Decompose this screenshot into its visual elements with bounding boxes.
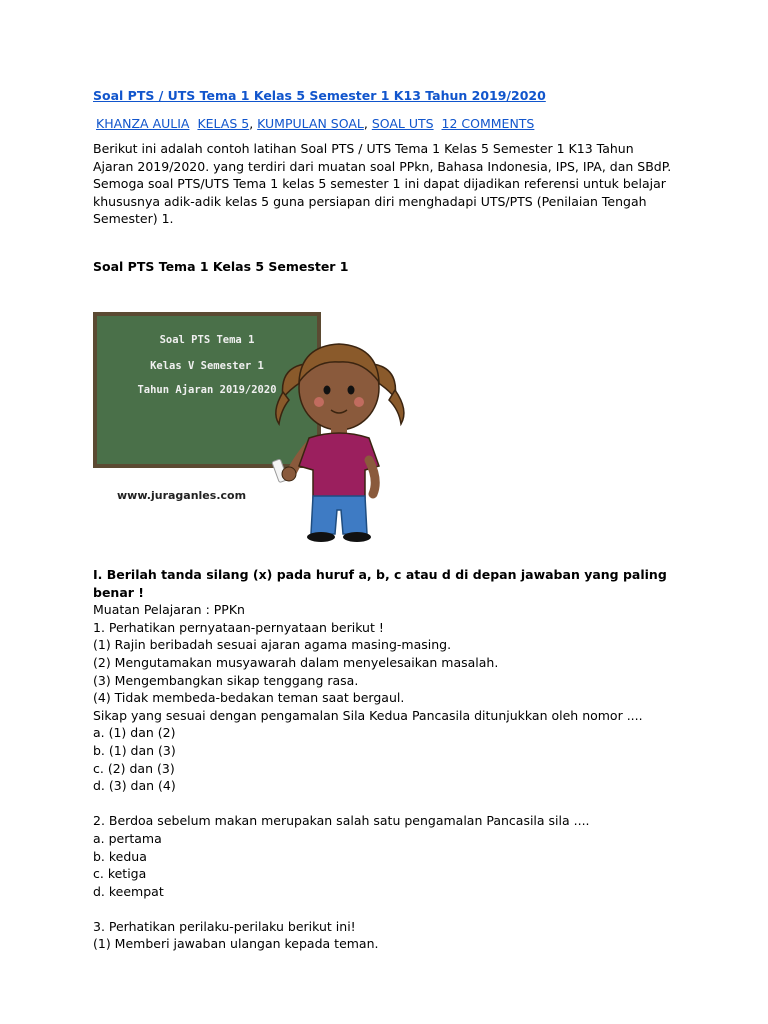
question-1-option-a: a. (1) dan (2) [93, 725, 176, 741]
question-2-option-b: b. kedua [93, 848, 147, 864]
board-line-class: Kelas V Semester 1 [150, 360, 264, 372]
subject-line: Muatan Pelajaran : PPKn [93, 602, 245, 618]
question-2-option-d: d. keempat [93, 883, 164, 899]
section-heading: Soal PTS Tema 1 Kelas 5 Semester 1 [93, 259, 349, 274]
category-kumpulan-soal-link[interactable]: KUMPULAN SOAL [257, 116, 364, 131]
question-1-option-b: b. (1) dan (3) [93, 742, 176, 758]
article-title-link[interactable]: Soal PTS / UTS Tema 1 Kelas 5 Semester 1 K13 Tahun 2019/2020 [93, 88, 546, 103]
girl-teacher-icon [261, 320, 411, 542]
author-link[interactable]: KHANZA AULIA [96, 116, 190, 131]
question-3-statement: (1) Memberi jawaban ulangan kepada teman. [93, 936, 379, 952]
question-1-option-d: d. (3) dan (4) [93, 778, 176, 794]
board-line-title: Soal PTS Tema 1 [159, 334, 255, 346]
spacer [93, 795, 673, 813]
instruction-heading: I. Berilah tanda silang (x) pada huruf a, b, c atau d di depan jawaban yang paling benar ! [93, 567, 667, 600]
question-1-statement: (4) Tidak membeda-bedakan teman saat bergaul. [93, 690, 405, 706]
question-1-statement: (3) Mengembangkan sikap tenggang rasa. [93, 672, 359, 688]
question-1-statement: (1) Rajin beribadah sesuai ajaran agama masing-masing. [93, 637, 452, 653]
meta-separator: , [249, 116, 258, 131]
comments-link[interactable]: 12 COMMENTS [441, 116, 535, 131]
question-2-option-c: c. ketiga [93, 866, 147, 882]
cover-illustration [93, 312, 413, 542]
article-meta [96, 116, 534, 131]
category-soal-uts-link[interactable]: SOAL UTS [371, 116, 434, 131]
question-1-statement: (2) Mengutamakan musyawarah dalam menyelesaikan masalah. [93, 654, 499, 670]
question-list [93, 566, 673, 953]
spacer [93, 900, 673, 918]
question-2-option-a: a. pertama [93, 830, 162, 846]
question-3-stem: 3. Perhatikan perilaku-perilaku berikut ini! [93, 918, 356, 934]
question-1-option-c: c. (2) dan (3) [93, 760, 175, 776]
meta-separator: , [363, 116, 372, 131]
category-kelas5-link[interactable]: KELAS 5 [197, 116, 250, 131]
website-caption: www.juraganles.com [117, 489, 247, 502]
intro-paragraph: Berikut ini adalah contoh latihan Soal PTS / UTS Tema 1 Kelas 5 Semester 1 K13 Tahun Ajaran 2019/2020. yang terdiri dari muatan soal PPkn, Bahasa Indonesia, IPS, IPA, dan SBdP. Semoga soal PTS/UTS Tema 1 kelas 5 semester 1 ini dapat dijadikan referensi untuk belajar khususnya adik-adik kelas 5 guna persiapan diri menghadapi UTS/PTS (Penilaian Tengah Semester) 1. [93, 141, 672, 227]
board-line-year: Tahun Ajaran 2019/2020 [137, 384, 277, 396]
question-1-ask: Sikap yang sesuai dengan pengamalan Sila Kedua Pancasila ditunjukkan oleh nomor .... [93, 707, 643, 723]
question-1-stem: 1. Perhatikan pernyataan-pernyataan berikut ! [93, 619, 384, 635]
question-2-stem: 2. Berdoa sebelum makan merupakan salah satu pengamalan Pancasila sila .... [93, 813, 590, 829]
